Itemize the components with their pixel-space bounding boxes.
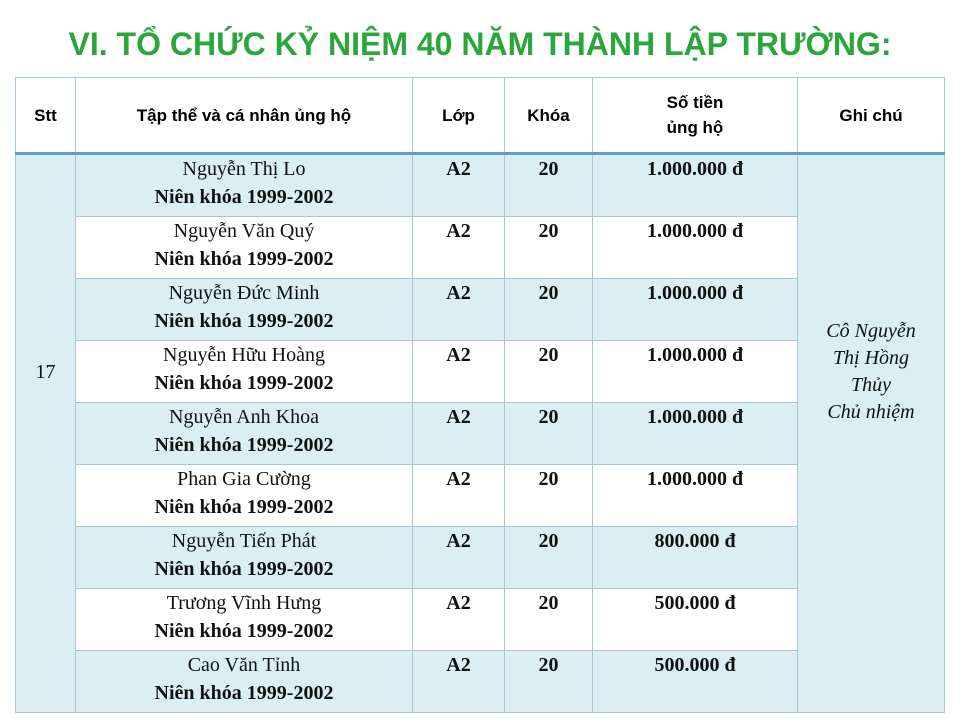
amount-cell: 1.000.000 đ [593, 465, 798, 527]
header-amount [593, 78, 798, 154]
stt-cell [16, 154, 76, 713]
donor-cell [76, 279, 413, 341]
donor-name: Phan Gia Cường [177, 468, 311, 490]
donor-name: Nguyễn Văn Quý [173, 220, 315, 242]
amount-cell: 1.000.000 đ [593, 217, 798, 279]
donor-name: Cao Văn Tỉnh [187, 654, 301, 676]
donor-name: Trương Vĩnh Hưng [166, 592, 322, 614]
donor-name: Nguyễn Anh Khoa [169, 406, 319, 428]
donor-course: Niên khóa 1999-2002 [154, 372, 334, 394]
khoa-cell: 20 [505, 589, 593, 651]
header-stt: Stt [16, 78, 76, 154]
donor-course: Niên khóa 1999-2002 [154, 496, 334, 518]
khoa-cell: 20 [505, 465, 593, 527]
class-cell: A2 [413, 589, 505, 651]
class-cell: A2 [413, 341, 505, 403]
class-cell: A2 [413, 651, 505, 713]
donor-cell [76, 217, 413, 279]
note-line: Thị Hồng [832, 346, 910, 369]
class-cell: A2 [413, 217, 505, 279]
donor-cell [76, 589, 413, 651]
amount-cell: 1.000.000 đ [593, 341, 798, 403]
donor-cell [76, 403, 413, 465]
note-line: Thủy [851, 373, 891, 396]
class-cell: A2 [413, 279, 505, 341]
amount-cell: 500.000 đ [593, 589, 798, 651]
khoa-cell: 20 [505, 403, 593, 465]
donor-cell [76, 465, 413, 527]
donor-name: Nguyễn Tiến Phát [171, 530, 317, 552]
donor-name: Nguyễn Thị Lo [182, 158, 306, 180]
amount-cell: 1.000.000 đ [593, 279, 798, 341]
khoa-cell: 20 [505, 217, 593, 279]
donor-course: Niên khóa 1999-2002 [154, 682, 334, 704]
class-cell: A2 [413, 154, 505, 217]
header-amount-line2: ủng hộ [666, 118, 724, 137]
class-cell: A2 [413, 465, 505, 527]
khoa-cell: 20 [505, 341, 593, 403]
note-cell [798, 154, 945, 713]
donor-course: Niên khóa 1999-2002 [154, 558, 334, 580]
note-line: Chủ nhiệm [827, 400, 915, 423]
header-row [16, 78, 945, 154]
amount-cell: 800.000 đ [593, 527, 798, 589]
donor-course: Niên khóa 1999-2002 [154, 434, 334, 456]
header-note: Ghi chú [798, 78, 945, 154]
donor-cell [76, 341, 413, 403]
amount-cell: 1.000.000 đ [593, 154, 798, 217]
class-cell: A2 [413, 403, 505, 465]
khoa-cell: 20 [505, 279, 593, 341]
header-course: Khóa [505, 78, 593, 154]
donation-table [15, 77, 945, 713]
khoa-cell: 20 [505, 651, 593, 713]
donor-course: Niên khóa 1999-2002 [154, 186, 334, 208]
stt-value: 17 [35, 360, 56, 383]
table-body [16, 154, 945, 713]
donor-course: Niên khóa 1999-2002 [154, 620, 334, 642]
donor-name: Nguyễn Hữu Hoàng [163, 344, 325, 366]
class-cell: A2 [413, 527, 505, 589]
donor-course: Niên khóa 1999-2002 [154, 248, 334, 270]
donor-cell [76, 527, 413, 589]
donor-name: Nguyễn Đức Minh [168, 282, 320, 304]
page-title: VI. TỔ CHỨC KỶ NIỆM 40 NĂM THÀNH LẬP TRƯỜNG: [68, 26, 892, 62]
donor-course: Niên khóa 1999-2002 [154, 310, 334, 332]
khoa-cell: 20 [505, 154, 593, 217]
header-class: Lớp [413, 78, 505, 154]
note-line: Cô Nguyễn [826, 319, 916, 342]
amount-cell: 500.000 đ [593, 651, 798, 713]
khoa-cell: 20 [505, 527, 593, 589]
donor-cell [76, 154, 413, 217]
amount-cell: 1.000.000 đ [593, 403, 798, 465]
header-donor: Tập thể và cá nhân ủng hộ [76, 78, 413, 154]
table-row [16, 154, 945, 217]
header-amount-line1: Số tiền [666, 93, 724, 112]
donor-cell [76, 651, 413, 713]
note-text [798, 318, 944, 426]
